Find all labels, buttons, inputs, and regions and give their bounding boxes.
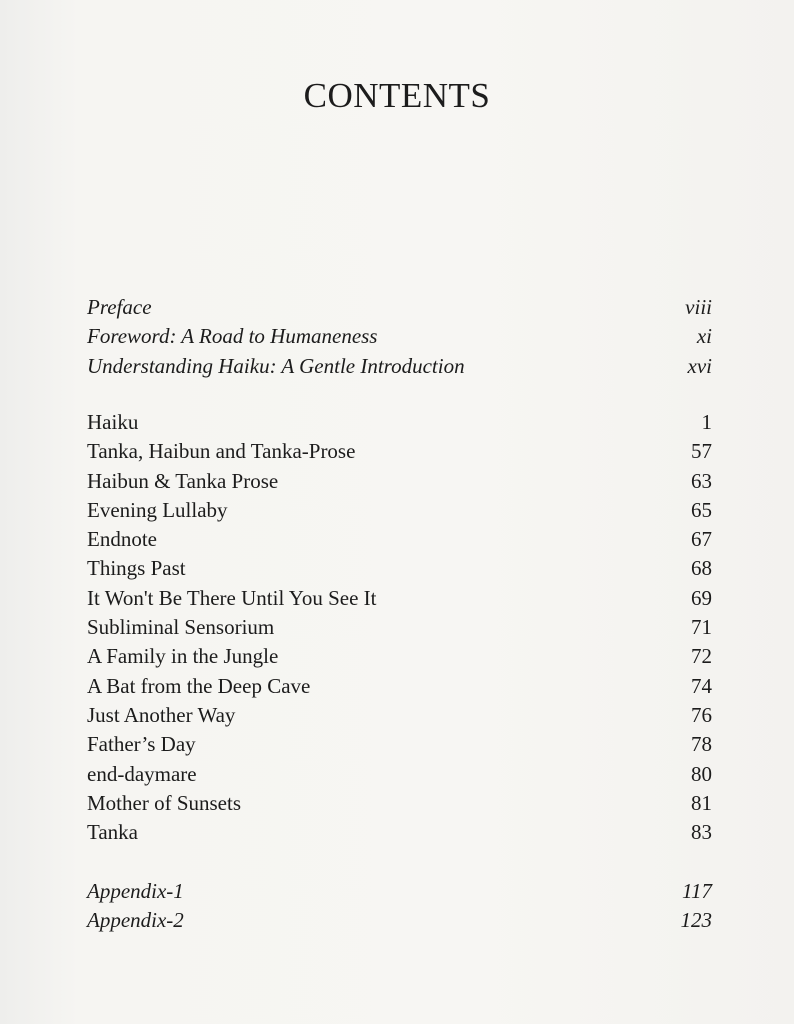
back-matter-list <box>87 877 712 936</box>
toc-entry-label: Foreword: A Road to Humaneness <box>87 324 378 349</box>
toc-entry-page: xi <box>696 324 712 349</box>
toc-entry <box>87 554 712 583</box>
toc-entry-page: 68 <box>691 556 712 581</box>
toc-entry-label: Father’s Day <box>87 732 196 757</box>
main-contents-list <box>87 408 712 847</box>
toc-entry <box>87 672 712 701</box>
toc-entry-page: 78 <box>691 732 712 757</box>
toc-entry-label: Haibun & Tanka Prose <box>87 468 279 493</box>
toc-entry-page: 57 <box>691 439 712 464</box>
toc-entry-label: Things Past <box>87 556 186 581</box>
toc-entry-page: 80 <box>691 761 712 786</box>
toc-entry-page: 67 <box>691 527 712 552</box>
toc-entry-label: Tanka <box>87 820 139 845</box>
toc-entry <box>87 437 712 466</box>
toc-entry-page: 63 <box>691 468 712 493</box>
toc-entry-page: 123 <box>680 908 712 933</box>
toc-entry <box>87 525 712 554</box>
toc-entry-label: Endnote <box>87 527 157 552</box>
toc-entry-label: Tanka, Haibun and Tanka-Prose <box>87 439 356 464</box>
toc-entry <box>87 293 712 322</box>
toc-entry-label: Preface <box>87 295 152 319</box>
toc-entry-page: 83 <box>691 820 712 845</box>
toc-entry-label: Understanding Haiku: A Gentle Introduction <box>87 353 465 378</box>
front-matter-list <box>87 293 712 381</box>
toc-entry-page: 117 <box>682 879 712 903</box>
toc-entry <box>87 467 712 496</box>
toc-entry-label: Subliminal Sensorium <box>87 615 275 640</box>
toc-entry-label: A Bat from the Deep Cave <box>87 673 311 698</box>
toc-entry <box>87 352 712 381</box>
toc-entry-page: viii <box>685 295 712 319</box>
toc-entry-page: 65 <box>691 497 712 522</box>
toc-entry-page: 72 <box>691 644 712 669</box>
toc-entry-label: It Won't Be There Until You See It <box>87 585 377 610</box>
toc-entry <box>87 818 712 847</box>
page-title: CONTENTS <box>303 76 491 115</box>
toc-entry <box>87 496 712 525</box>
toc-entry-page: 74 <box>691 673 712 698</box>
toc-entry <box>87 906 712 935</box>
toc-entry <box>87 322 712 351</box>
toc-entry-page: 76 <box>691 702 712 727</box>
toc-entry <box>87 701 712 730</box>
toc-entry <box>87 760 712 789</box>
toc-entry-label: Evening Lullaby <box>87 497 228 522</box>
toc-entry-page: 69 <box>691 585 712 610</box>
toc-entry-label: Just Another Way <box>87 702 236 727</box>
toc-entry <box>87 730 712 759</box>
toc-entry <box>87 584 712 613</box>
toc-entry <box>87 642 712 671</box>
toc-entry-page: 1 <box>701 410 712 434</box>
toc-entry-page: xvi <box>687 353 712 378</box>
toc-entry <box>87 789 712 818</box>
toc-entry-page: 81 <box>691 790 712 815</box>
toc-entry-page: 71 <box>691 615 712 640</box>
toc-entry-label: A Family in the Jungle <box>87 644 279 669</box>
toc-entry-label: Appendix-2 <box>87 908 184 933</box>
toc-entry <box>87 408 712 437</box>
toc-entry-label: Haiku <box>87 410 139 434</box>
toc-entry <box>87 613 712 642</box>
toc-entry <box>87 877 712 906</box>
toc-entry-label: end-daymare <box>87 761 197 786</box>
toc-entry-label: Appendix-1 <box>87 879 184 903</box>
toc-entry-label: Mother of Sunsets <box>87 790 241 815</box>
